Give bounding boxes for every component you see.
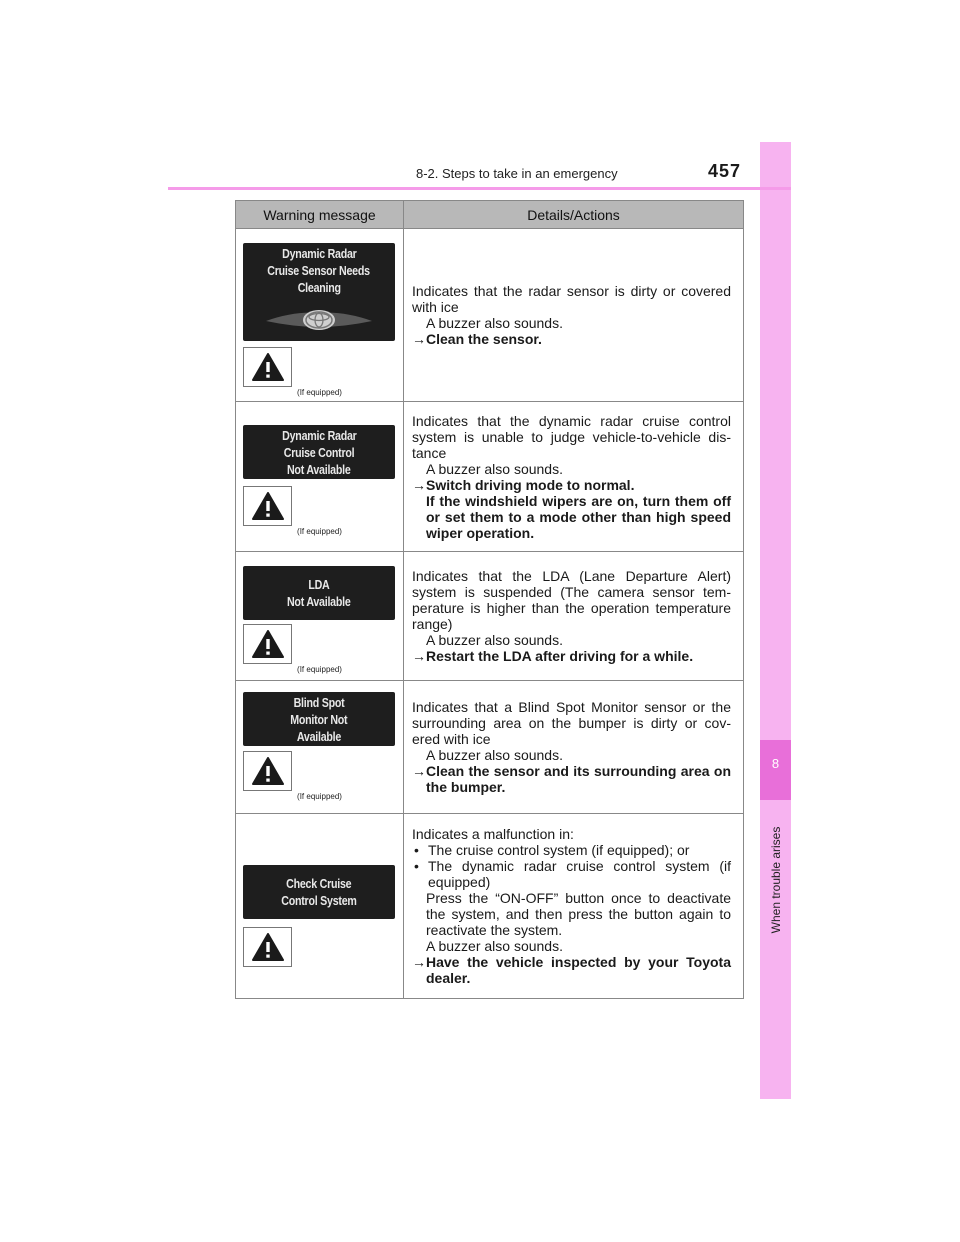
warning-triangle-icon	[243, 347, 292, 387]
details-cell	[404, 229, 744, 402]
warning-message-cell	[236, 402, 404, 552]
buzzer-note: A buzzer also sounds.	[426, 460, 563, 477]
section-title: 8-2. Steps to take in an emergency	[416, 166, 618, 181]
col-header-details: Details/Actions	[404, 201, 744, 229]
instruction-text: Press the “ON-OFF” button once to deactivate the system, and then press the button again to reactivate the system.	[426, 890, 731, 938]
if-equipped-note: (If equipped)	[297, 388, 342, 397]
screen-text: Cleaning	[297, 280, 341, 295]
screen-text: Control System	[281, 893, 357, 908]
buzzer-note: A buzzer also sounds.	[426, 938, 563, 954]
action-item: If the windshield wipers are on, turn them off or set them to a mode other than high speed wiper operation.	[426, 492, 731, 541]
buzzer-note: A buzzer also sounds.	[426, 632, 563, 648]
if-equipped-note: (If equipped)	[297, 792, 342, 801]
display-screen	[243, 243, 395, 341]
action-item: → Clean the sensor.	[412, 331, 542, 347]
details-cell	[404, 681, 744, 814]
bullet-item: • The dynamic radar cruise control system (if equipped)	[414, 858, 731, 890]
display-screen	[243, 865, 395, 919]
table-row	[236, 552, 744, 681]
details-cell	[404, 402, 744, 552]
screen-text: LDA	[308, 577, 330, 592]
details-text: Indicates a malfunction in:	[412, 826, 574, 842]
warning-message-cell	[236, 814, 404, 999]
page-number: 457	[708, 161, 742, 181]
screen-text: Dynamic Radar	[281, 246, 357, 261]
warning-triangle-icon	[243, 624, 292, 664]
screen-text: Blind Spot	[293, 694, 345, 710]
warning-triangle-icon	[243, 927, 292, 967]
warning-message-cell	[236, 681, 404, 814]
if-equipped-note: (If equipped)	[297, 527, 342, 536]
screen-text: Dynamic Radar	[281, 427, 357, 443]
warning-triangle-icon	[243, 486, 292, 526]
screen-text: Not Available	[287, 461, 351, 477]
details-cell	[404, 552, 744, 681]
action-item: → Switch driving mode to normal.	[412, 476, 635, 493]
display-screen	[243, 692, 395, 746]
arrow-right-icon: →	[412, 648, 426, 664]
col-header-message: Warning message	[236, 201, 404, 229]
screen-text: Not Available	[287, 594, 351, 609]
table-row	[236, 681, 744, 814]
warning-table	[235, 200, 744, 999]
table-row	[236, 402, 744, 552]
details-text: Indicates that the dynamic radar cruise control system is unable to judge vehicle-to-vehicle dis- tance	[412, 412, 731, 461]
warning-message-cell	[236, 552, 404, 681]
action-item: → Clean the sensor and its surrounding area on the bumper.	[412, 763, 731, 795]
arrow-right-icon: →	[412, 954, 426, 970]
display-screen	[243, 425, 395, 479]
buzzer-note: A buzzer also sounds.	[426, 315, 563, 331]
screen-text: Monitor Not	[290, 711, 348, 727]
side-tab	[760, 142, 791, 1099]
chapter-number: 8	[771, 756, 780, 771]
buzzer-note: A buzzer also sounds.	[426, 747, 563, 763]
screen-text: Available	[296, 728, 342, 744]
details-cell	[404, 814, 744, 999]
if-equipped-note: (If equipped)	[297, 665, 342, 674]
action-item: → Restart the LDA after driving for a while.	[412, 648, 694, 664]
warning-triangle-icon	[243, 751, 292, 791]
toyota-logo-icon	[264, 307, 374, 333]
screen-text: Cruise Sensor Needs	[267, 263, 371, 278]
details-text: Indicates that the LDA (Lane Departure Alert) system is suspended (The camera sensor tem- perature is higher than the operation temperature range)	[412, 568, 731, 632]
table-row	[236, 814, 744, 999]
screen-text: Cruise Control	[283, 444, 355, 460]
action-item: → Have the vehicle inspected by your Toyota dealer.	[412, 954, 731, 986]
bullet-item: • The cruise control system (if equipped); or	[414, 842, 690, 858]
warning-message-cell	[236, 229, 404, 402]
details-text: Indicates that the radar sensor is dirty or covered with ice	[412, 283, 731, 315]
table-row	[236, 229, 744, 402]
screen-text: Check Cruise	[286, 876, 352, 891]
table-header-row	[236, 201, 744, 229]
details-text: Indicates that a Blind Spot Monitor sensor or the surrounding area on the bumper is dirty or cov- ered with ice	[412, 699, 731, 747]
chapter-title: When trouble arises	[769, 826, 783, 934]
display-screen	[243, 566, 395, 620]
arrow-right-icon: →	[412, 763, 426, 779]
arrow-right-icon: →	[412, 331, 426, 347]
arrow-right-icon: →	[412, 476, 426, 493]
header-rule	[168, 187, 791, 190]
